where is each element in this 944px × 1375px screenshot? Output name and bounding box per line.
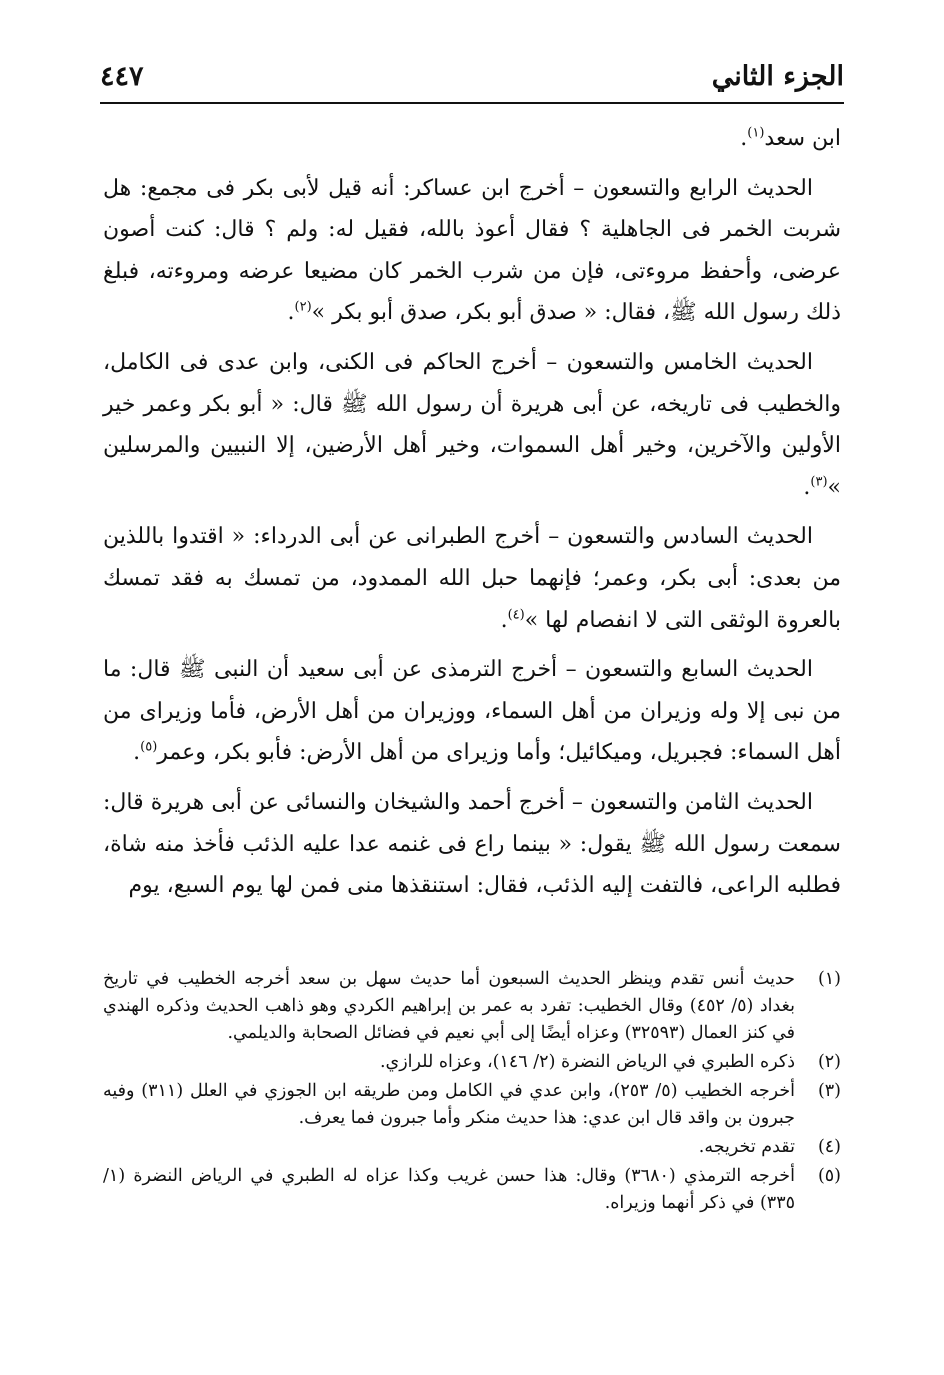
paragraph-end: . (500, 607, 508, 633)
footnote-number: (٣) (817, 1081, 841, 1101)
paragraph-end: . (287, 300, 295, 326)
footnote (103, 1163, 841, 1217)
footnote (103, 1049, 841, 1076)
paragraph-text: الحديث الثامن والتسعون – أخرج أحمد والشيخان والنسائى عن أبى هريرة قال: سمعت رسول الله ﷺ يقول: « بينما راع فى غنمه عدا عليه الذئب فأخذ منه شاة، فطلبه الراعى، فالتفت إليه الذئب، فقال: استنقذها منى فمن لها يوم السبع، يوم (103, 789, 841, 899)
paragraph-text: الحديث الرابع والتسعون – أخرج ابن عساكر: أنه قيل لأبى بكر فى مجمع: هل شربت الخمر فى الجاهلية ؟ فقال أعوذ بالله، فقيل له: ولم ؟ قال: كنت أصون عرضى، وأحفظ مروءتى، فإن من شرب الخمر كان مضيعا عرضه ومروءته، فبلغ ذلك رسول الله ﷺ، فقال: « صدق أبو بكر، صدق أبو بكر » (103, 175, 841, 326)
paragraph (103, 342, 841, 508)
paragraph (103, 516, 841, 641)
paragraph (103, 782, 841, 907)
paragraph-text: ابن سعد (764, 126, 841, 151)
page-header (100, 50, 844, 104)
footnote-number: (٢) (817, 1052, 841, 1072)
footnote-number: (٤) (817, 1137, 841, 1157)
footnote-text: حديث أنس تقدم وينظر الحديث السبعون أما حديث سهل بن سعد أخرجه الخطيب في تاريخ بغداد (٥/ ٤٥٢) وقال الخطيب: تفرد به عمر بن إبراهيم الكردي وهو ذاهب الحديث وذكره الهندي في كنز العمال (٣٢٥٩٣) وعزاه أيضًا إلى أبي نعيم في فضائل الصحابة والديلمي. (103, 969, 795, 1043)
footnotes (103, 966, 841, 1219)
footnote-ref: (٥) (140, 739, 158, 755)
footnote (103, 1078, 841, 1132)
footnote-ref: (٤) (507, 607, 525, 623)
footnote-ref: (١) (747, 125, 765, 141)
paragraph-end: . (133, 740, 141, 766)
footnote-text: أخرجه الخطيب (٥/ ٢٥٣)، وابن عدي في الكامل ومن طريقه ابن الجوزي في العلل (٣١١) وفيه جبرون بن واقد قال ابن عدي: هذا حديث منكر وأما جبرون فما يعرف. (103, 1081, 796, 1128)
paragraph (103, 649, 841, 774)
continuation-line (103, 118, 841, 160)
footnote-text: تقدم تخريجه. (698, 1137, 795, 1157)
body-text (103, 118, 841, 907)
running-title: الجزء الثاني (711, 60, 844, 92)
footnote (103, 966, 841, 1047)
page-number: ٤٤٧ (100, 60, 144, 92)
paragraph-text: الحديث الخامس والتسعون – أخرج الحاكم فى الكنى، وابن عدى فى الكامل، والخطيب فى تاريخه، عن أبى هريرة أن رسول الله ﷺ قال: « أبو بكر وعمر خير الأولين والآخرين، وخير أهل السموات، وخير أهل الأرضين، إلا النبيين والمرسلين » (103, 349, 841, 500)
paragraph-text: الحديث السابع والتسعون – أخرج الترمذى عن أبى سعيد أن النبى ﷺ قال: ما من نبى إلا وله وزيران من أهل السماء، ووزيران من أهل الأرض، فأما وزيراى من أهل السماء: فجبريل، وميكائيل؛ وأما وزيراى من أهل الأرض: فأبو بكر، وعمر (103, 657, 841, 766)
footnote-ref: (٢) (294, 300, 312, 316)
paragraph (103, 168, 841, 334)
footnote-number: (٥) (817, 1166, 841, 1186)
footnote-ref: (٣) (810, 474, 828, 490)
footnote-number: (١) (817, 969, 841, 989)
footnote-text: أخرجه الترمذي (٣٦٨٠) وقال: هذا حسن غريب وكذا عزاه له الطبري في الرياض النضرة (١/ ٣٣٥) في ذكر أنهما وزيراه. (103, 1166, 795, 1213)
footnote (103, 1134, 841, 1161)
paragraph-text: الحديث السادس والتسعون – أخرج الطبرانى عن أبى الدرداء: « اقتدوا باللذين من بعدى: أبى بكر، وعمر؛ فإنهما حبل الله الممدود، من تمسك به فقد تمسك بالعروة الوثقى التى لا انفصام لها » (103, 524, 841, 633)
paragraph-end: . (740, 126, 748, 151)
paragraph-end: . (803, 474, 811, 500)
footnote-text: ذكره الطبري في الرياض النضرة (٢/ ١٤٦)، وعزاه للرازي. (379, 1052, 795, 1072)
